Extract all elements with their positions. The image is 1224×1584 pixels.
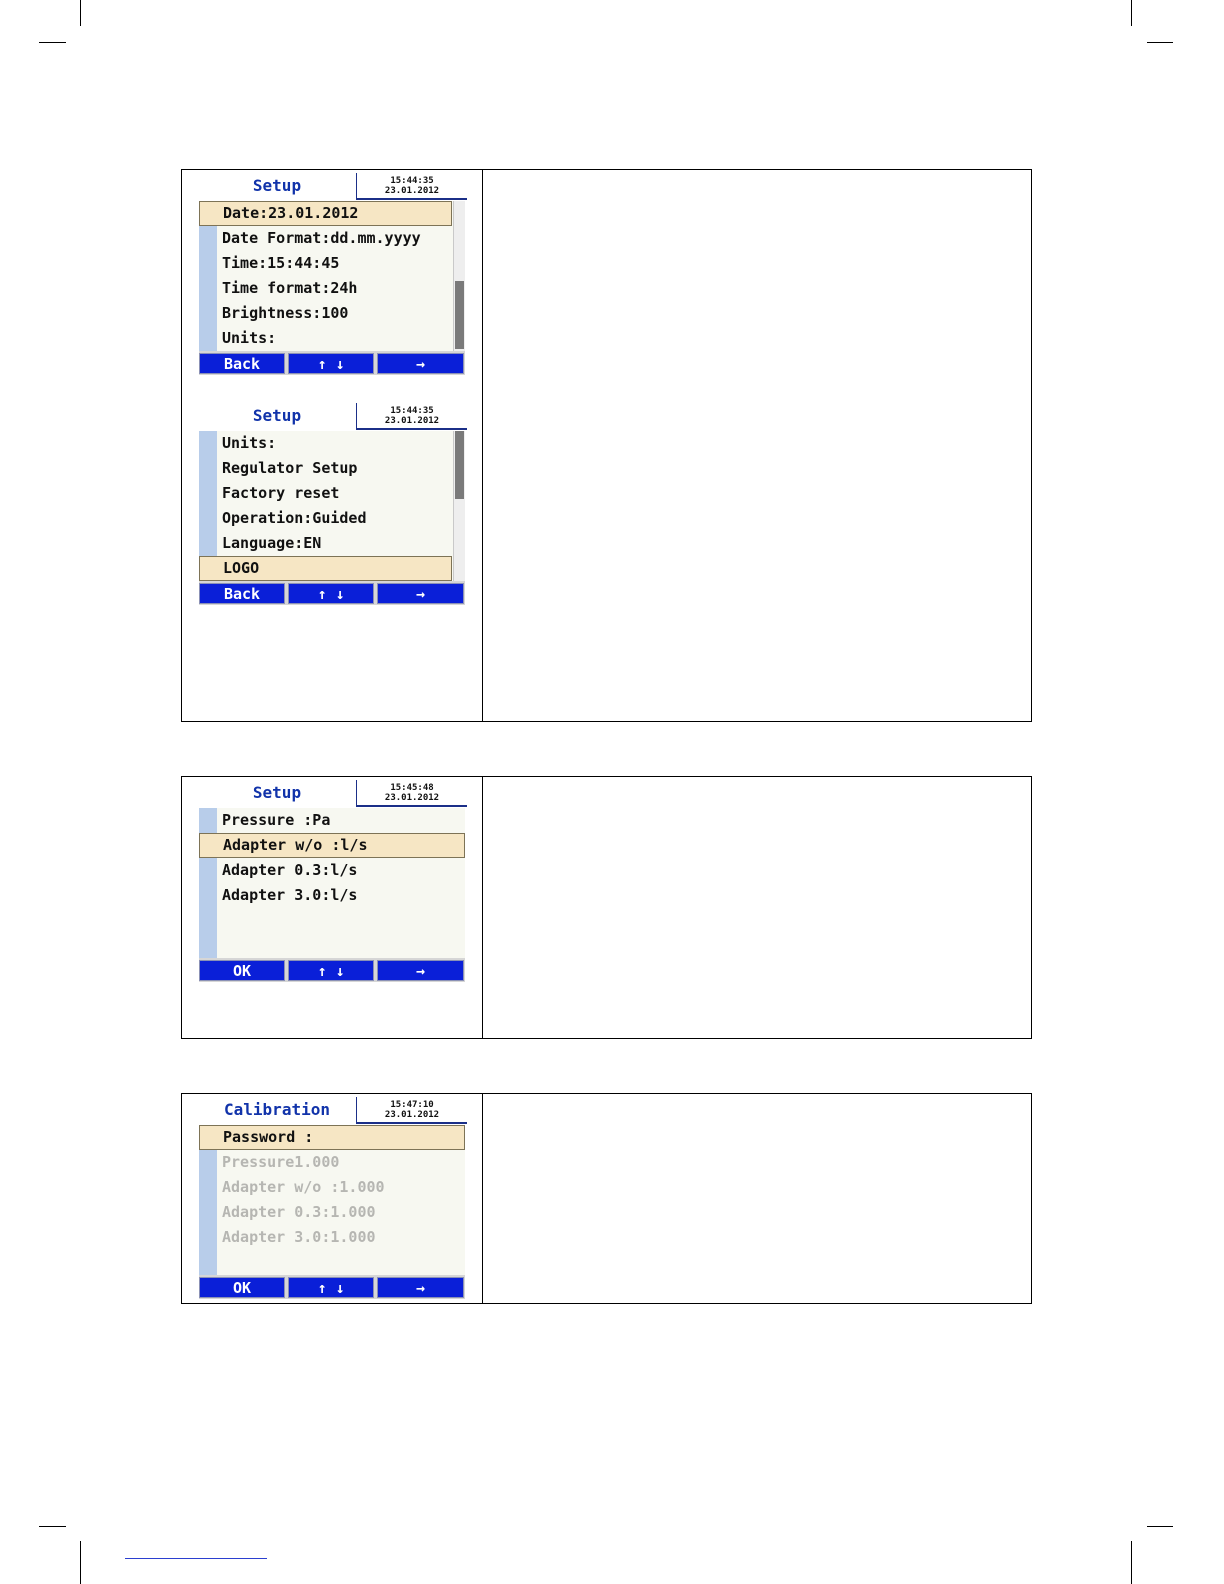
crop-mark	[1131, 0, 1132, 26]
crop-mark	[1147, 42, 1173, 43]
arrow-right-button[interactable]: →	[377, 353, 464, 374]
title-bar	[199, 173, 465, 201]
back-button[interactable]: Back	[199, 583, 285, 604]
softkey-bar	[199, 581, 465, 605]
up-down-button[interactable]: ↑ ↓	[288, 353, 374, 374]
title-bar	[199, 403, 465, 431]
softkey-bar	[199, 1275, 465, 1299]
menu-item-adapter-wo-unit[interactable]: Adapter w/o :l/s	[199, 833, 465, 858]
menu-list	[199, 1125, 465, 1250]
crop-mark	[39, 1526, 66, 1527]
menu-list	[199, 431, 465, 581]
column-divider	[482, 777, 483, 1038]
menu-item-operation[interactable]: Operation:Guided	[222, 509, 367, 527]
clock-time: 15:45:48	[390, 783, 434, 793]
menu-item-adapter-30-unit[interactable]: Adapter 3.0:l/s	[222, 886, 358, 904]
menu-item-time[interactable]: Time:15:44:45	[222, 254, 340, 272]
menu-item-logo[interactable]: LOGO	[199, 556, 452, 581]
up-down-button[interactable]: ↑ ↓	[288, 960, 374, 981]
arrow-right-button[interactable]: →	[377, 960, 464, 981]
clock-time: 15:47:10	[390, 1100, 434, 1110]
menu-list	[199, 808, 465, 908]
clock	[356, 1097, 467, 1124]
menu-item-adapter-03-factor: Adapter 0.3:1.000	[222, 1203, 376, 1221]
device-screen-setup-page1	[199, 173, 465, 375]
ok-button[interactable]: OK	[199, 1277, 285, 1298]
menu-body	[199, 431, 465, 581]
password-field[interactable]: Password :	[199, 1125, 465, 1150]
clock-time: 15:44:35	[390, 176, 434, 186]
scrollbar[interactable]	[453, 431, 465, 581]
title-bar	[199, 1097, 465, 1125]
crop-mark	[1147, 1526, 1173, 1527]
menu-body	[199, 1125, 465, 1275]
scrollbar[interactable]	[453, 201, 465, 351]
menu-item-time-format[interactable]: Time format:24h	[222, 279, 358, 297]
menu-item-adapter-30-factor: Adapter 3.0:1.000	[222, 1228, 376, 1246]
ok-button[interactable]: OK	[199, 960, 285, 981]
menu-item-date[interactable]: Date:23.01.2012	[199, 201, 452, 226]
clock-date: 23.01.2012	[384, 793, 440, 803]
menu-item-units[interactable]: Units:	[222, 329, 277, 347]
device-screen-calibration	[199, 1097, 465, 1299]
menu-item-adapter-wo-factor: Adapter w/o :1.000	[222, 1178, 385, 1196]
clock	[356, 403, 467, 430]
menu-item-adapter-03-unit[interactable]: Adapter 0.3:l/s	[222, 861, 358, 879]
clock	[356, 780, 467, 807]
scrollbar-thumb[interactable]	[455, 431, 464, 499]
setup-table-1	[181, 169, 1032, 722]
menu-item-pressure-unit[interactable]: Pressure :Pa	[222, 811, 331, 829]
menu-item-factory-reset[interactable]: Factory reset	[222, 484, 340, 502]
screen-title: Setup	[252, 406, 302, 425]
screen-title: Setup	[252, 176, 302, 195]
menu-item-brightness[interactable]: Brightness:100	[222, 304, 349, 322]
calibration-table	[181, 1093, 1032, 1304]
menu-list	[199, 201, 465, 351]
up-down-button[interactable]: ↑ ↓	[288, 583, 374, 604]
device-screen-units	[199, 780, 465, 982]
crop-mark	[1131, 1541, 1132, 1584]
clock-date: 23.01.2012	[384, 186, 440, 196]
crop-mark	[39, 42, 66, 43]
setup-table-2	[181, 776, 1032, 1039]
softkey-bar	[199, 958, 465, 982]
arrow-right-button[interactable]: →	[377, 583, 464, 604]
column-divider	[482, 1094, 483, 1303]
screen-title: Calibration	[224, 1100, 330, 1119]
crop-mark	[80, 0, 81, 26]
menu-item-units[interactable]: Units:	[222, 434, 277, 452]
clock-date: 23.01.2012	[384, 1110, 440, 1120]
footer-link-underline	[125, 1558, 267, 1559]
menu-item-date-format[interactable]: Date Format:dd.mm.yyyy	[222, 229, 421, 247]
scrollbar-thumb[interactable]	[455, 281, 464, 349]
menu-item-regulator-setup[interactable]: Regulator Setup	[222, 459, 358, 477]
menu-body	[199, 201, 465, 351]
crop-mark	[80, 1541, 81, 1584]
up-down-button[interactable]: ↑ ↓	[288, 1277, 374, 1298]
menu-item-pressure-factor: Pressure1.000	[222, 1153, 340, 1171]
screen-title: Setup	[252, 783, 302, 802]
arrow-right-button[interactable]: →	[377, 1277, 464, 1298]
clock-date: 23.01.2012	[384, 416, 440, 426]
menu-body	[199, 808, 465, 958]
title-bar	[199, 780, 465, 808]
softkey-bar	[199, 351, 465, 375]
column-divider	[482, 170, 483, 721]
device-screen-setup-page2	[199, 403, 465, 605]
clock-time: 15:44:35	[390, 406, 434, 416]
clock	[356, 173, 467, 200]
menu-item-language[interactable]: Language:EN	[222, 534, 322, 552]
back-button[interactable]: Back	[199, 353, 285, 374]
